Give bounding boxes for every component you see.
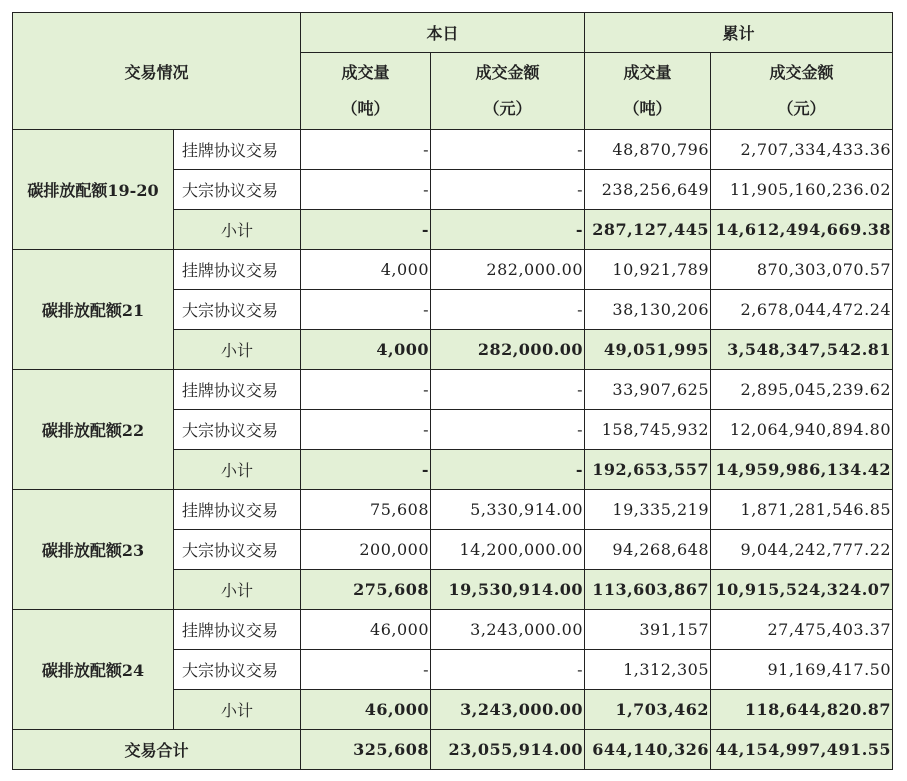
d-amt-cell: - bbox=[431, 410, 585, 450]
trade-type: 小计 bbox=[174, 690, 301, 730]
trade-type: 大宗协议交易 bbox=[174, 650, 301, 690]
c-amt-cell: 118,644,820.87 bbox=[711, 690, 893, 730]
c-vol-cell: 391,157 bbox=[585, 610, 711, 650]
group-name: 碳排放配额19-20 bbox=[13, 130, 174, 250]
group-name: 碳排放配额23 bbox=[13, 490, 174, 610]
d-amt-cell: 19,530,914.00 bbox=[431, 570, 585, 610]
c-vol-cell: 1,312,305 bbox=[585, 650, 711, 690]
d-vol-cell: - bbox=[301, 170, 431, 210]
d-amt-cell: - bbox=[431, 290, 585, 330]
carbon-trading-table bbox=[12, 12, 893, 770]
volume-label: 成交量 bbox=[341, 63, 390, 82]
trade-type: 大宗协议交易 bbox=[174, 290, 301, 330]
d-vol-cell: 46,000 bbox=[301, 610, 431, 650]
d-vol-cell: 200,000 bbox=[301, 530, 431, 570]
table-row bbox=[13, 130, 893, 170]
c-amt-cell: 27,475,403.37 bbox=[711, 610, 893, 650]
c-amt-cell: 14,959,986,134.42 bbox=[711, 450, 893, 490]
c-vol-cell: 1,703,462 bbox=[585, 690, 711, 730]
trade-type: 大宗协议交易 bbox=[174, 410, 301, 450]
c-vol-cell: 10,921,789 bbox=[585, 250, 711, 290]
d-amt-cell: 282,000.00 bbox=[431, 330, 585, 370]
table-body bbox=[13, 130, 893, 770]
c-vol-cell: 38,130,206 bbox=[585, 290, 711, 330]
trade-type: 挂牌协议交易 bbox=[174, 490, 301, 530]
c-amt-cell: 870,303,070.57 bbox=[711, 250, 893, 290]
header-today: 本日 bbox=[301, 13, 585, 53]
header-cumulative-amount bbox=[711, 53, 893, 130]
c-amt-cell: 2,678,044,472.24 bbox=[711, 290, 893, 330]
c-vol-cell: 238,256,649 bbox=[585, 170, 711, 210]
c-amt-cell: 11,905,160,236.02 bbox=[711, 170, 893, 210]
c-amt-cell: 10,915,524,324.07 bbox=[711, 570, 893, 610]
c-amt-cell: 91,169,417.50 bbox=[711, 650, 893, 690]
d-amt-cell: 282,000.00 bbox=[431, 250, 585, 290]
d-vol-cell: - bbox=[301, 450, 431, 490]
c-amt-cell: 2,895,045,239.62 bbox=[711, 370, 893, 410]
volume-unit: （吨） bbox=[623, 99, 672, 118]
grand-d-vol-cell: 325,608 bbox=[301, 730, 431, 770]
c-vol-cell: 48,870,796 bbox=[585, 130, 711, 170]
amount-label: 成交金额 bbox=[769, 63, 834, 82]
d-vol-cell: - bbox=[301, 130, 431, 170]
c-amt-cell: 3,548,347,542.81 bbox=[711, 330, 893, 370]
trade-type: 挂牌协议交易 bbox=[174, 130, 301, 170]
volume-unit: （吨） bbox=[341, 99, 390, 118]
c-vol-cell: 94,268,648 bbox=[585, 530, 711, 570]
trade-type: 挂牌协议交易 bbox=[174, 250, 301, 290]
d-amt-cell: 5,330,914.00 bbox=[431, 490, 585, 530]
d-amt-cell: 3,243,000.00 bbox=[431, 610, 585, 650]
trade-type: 大宗协议交易 bbox=[174, 170, 301, 210]
group-name: 碳排放配额24 bbox=[13, 610, 174, 730]
d-vol-cell: - bbox=[301, 370, 431, 410]
header-cumulative-volume bbox=[585, 53, 711, 130]
trade-type: 挂牌协议交易 bbox=[174, 370, 301, 410]
table-row bbox=[13, 610, 893, 650]
c-vol-cell: 19,335,219 bbox=[585, 490, 711, 530]
grand-d-amt-cell: 23,055,914.00 bbox=[431, 730, 585, 770]
d-amt-cell: - bbox=[431, 170, 585, 210]
trade-type: 大宗协议交易 bbox=[174, 530, 301, 570]
trade-type: 小计 bbox=[174, 330, 301, 370]
table-row bbox=[13, 490, 893, 530]
d-amt-cell: - bbox=[431, 210, 585, 250]
c-vol-cell: 113,603,867 bbox=[585, 570, 711, 610]
d-vol-cell: 46,000 bbox=[301, 690, 431, 730]
header-cumulative: 累计 bbox=[585, 13, 893, 53]
d-amt-cell: - bbox=[431, 370, 585, 410]
d-amt-cell: - bbox=[431, 450, 585, 490]
d-amt-cell: 14,200,000.00 bbox=[431, 530, 585, 570]
d-vol-cell: 275,608 bbox=[301, 570, 431, 610]
grand-c-amt-cell: 44,154,997,491.55 bbox=[711, 730, 893, 770]
d-vol-cell: 75,608 bbox=[301, 490, 431, 530]
table-row bbox=[13, 370, 893, 410]
d-vol-cell: - bbox=[301, 650, 431, 690]
grand-total-row bbox=[13, 730, 893, 770]
c-amt-cell: 2,707,334,433.36 bbox=[711, 130, 893, 170]
d-vol-cell: - bbox=[301, 290, 431, 330]
d-vol-cell: 4,000 bbox=[301, 330, 431, 370]
trade-type: 小计 bbox=[174, 210, 301, 250]
grand-total-label: 交易合计 bbox=[13, 730, 301, 770]
c-vol-cell: 287,127,445 bbox=[585, 210, 711, 250]
table-row bbox=[13, 250, 893, 290]
trade-type: 小计 bbox=[174, 450, 301, 490]
d-vol-cell: 4,000 bbox=[301, 250, 431, 290]
d-vol-cell: - bbox=[301, 210, 431, 250]
amount-unit: （元） bbox=[483, 99, 532, 118]
amount-label: 成交金额 bbox=[475, 63, 540, 82]
header-today-amount bbox=[431, 53, 585, 130]
header-title: 交易情况 bbox=[13, 13, 301, 130]
c-vol-cell: 33,907,625 bbox=[585, 370, 711, 410]
grand-c-vol-cell: 644,140,326 bbox=[585, 730, 711, 770]
trade-type: 挂牌协议交易 bbox=[174, 610, 301, 650]
d-vol-cell: - bbox=[301, 410, 431, 450]
group-name: 碳排放配额21 bbox=[13, 250, 174, 370]
c-vol-cell: 158,745,932 bbox=[585, 410, 711, 450]
d-amt-cell: - bbox=[431, 130, 585, 170]
c-vol-cell: 192,653,557 bbox=[585, 450, 711, 490]
c-amt-cell: 12,064,940,894.80 bbox=[711, 410, 893, 450]
group-name: 碳排放配额22 bbox=[13, 370, 174, 490]
volume-label: 成交量 bbox=[623, 63, 672, 82]
c-amt-cell: 1,871,281,546.85 bbox=[711, 490, 893, 530]
c-vol-cell: 49,051,995 bbox=[585, 330, 711, 370]
trade-type: 小计 bbox=[174, 570, 301, 610]
c-amt-cell: 9,044,242,777.22 bbox=[711, 530, 893, 570]
c-amt-cell: 14,612,494,669.38 bbox=[711, 210, 893, 250]
header-today-volume bbox=[301, 53, 431, 130]
amount-unit: （元） bbox=[777, 99, 826, 118]
d-amt-cell: - bbox=[431, 650, 585, 690]
d-amt-cell: 3,243,000.00 bbox=[431, 690, 585, 730]
